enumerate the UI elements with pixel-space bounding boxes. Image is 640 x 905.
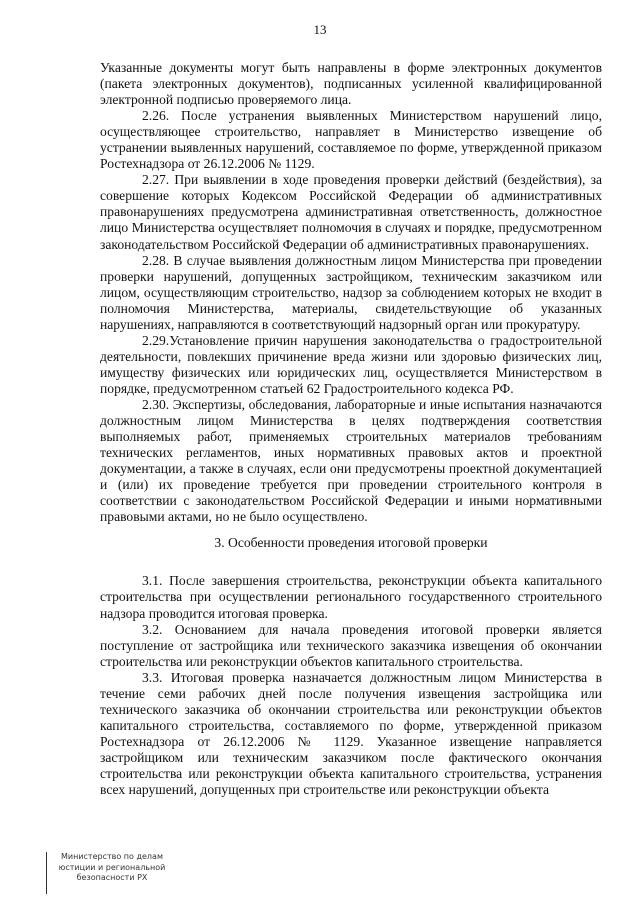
ministry-stamp	[46, 852, 174, 894]
stamp-line-3: безопасности РХ	[76, 873, 148, 882]
paragraph-2-27: 2.27. При выявлении в ходе проведения проверки действий (бездействия), за совершение которых Кодексом Российской Федерации об административных правонарушениях предусмотрена административная ответственность, должностное лицо Министерства осуществляет полномочия в случаях и порядке, предусмотренном законодательством Российской Федерации об административных правонарушениях.	[100, 172, 602, 252]
stamp-line-2: юстиции и региональной	[58, 862, 166, 872]
paragraph-2-29: 2.29.Установление причин нарушения законодательства о градостроительной деятельности, повлекших причинение вреда жизни или здоровью физических лиц, имуществу физических или юридических лиц, осуществляется Министерством в порядке, предусмотренном статьей 62 Градостроительного кодекса РФ.	[100, 332, 602, 396]
document-body	[100, 60, 602, 798]
stamp-line-1: Министерство по делам	[61, 852, 163, 861]
paragraph-2-30: 2.30. Экспертизы, обследования, лабораторные и иные испытания назначаются должностным лицом Министерства в целях подтверждения соответствия выполняемых работ, применяемых строительных материалов требованиям технических регламентов, иных нормативных правовых актов и проектной документации, а также в случаях, если они предусмотрены проектной документацией и (или) их проведение требуется при проведении строительного контроля в соответствии с законодательством Российской Федерации и иными нормативными правовыми актами, но не было осуществлено.	[100, 396, 602, 525]
section-3-heading: 3. Особенности проведения итоговой проверки	[214, 535, 488, 551]
paragraph-2-28: 2.28. В случае выявления должностным лицом Министерства при проведении проверки нарушений, допущенных застройщиком, техническим заказчиком или лицом, осуществляющим строительство, надзор за соблюдением которых не входит в полномочия Министерства, материалы, свидетельствующие об указанных нарушениях, направляются в соответствующий надзорный орган или прокуратуру.	[100, 252, 602, 332]
page-number: 13	[313, 22, 327, 37]
paragraph-2-26: 2.26. После устранения выявленных Министерством нарушений лицо, осуществляющее строительство, направляет в Министерство извещение об устранении выявленных нарушений, составляемое по форме, утвержденной приказом Ростехнадзора от 26.12.2006 № 1129.	[100, 108, 602, 172]
paragraph-3-3: 3.3. Итоговая проверка назначается должностным лицом Министерства в течение семи рабочих дней после получения извещения застройщика или технического заказчика об окончании строительства или реконструкции объектов капитального строительства, составляемого по форме, утвержденной приказом Ростехнадзора от 26.12.2006 № 1129. Указанное извещение направляется застройщиком или техническим заказчиком после фактического окончания строительства или реконструкции объекта капитального строительства, устранения всех нарушений, допущенных при строительстве или реконструкции объекта	[100, 669, 602, 798]
paragraph-3-2: 3.2. Основанием для начала проведения итоговой проверки является поступление от застройщика или технического заказчика извещения об окончании строительства или реконструкции объектов капитального строительства.	[100, 621, 602, 669]
paragraph-3-1: 3.1. После завершения строительства, реконструкции объекта капитального строительства при осуществлении регионального государственного строительного надзора проводится итоговая проверка.	[100, 573, 602, 621]
paragraph-documents-form: Указанные документы могут быть направлены в форме электронных документов (пакета электронных документов), подписанных усиленной квалифицированной электронной подписью проверяемого лица.	[100, 60, 602, 108]
